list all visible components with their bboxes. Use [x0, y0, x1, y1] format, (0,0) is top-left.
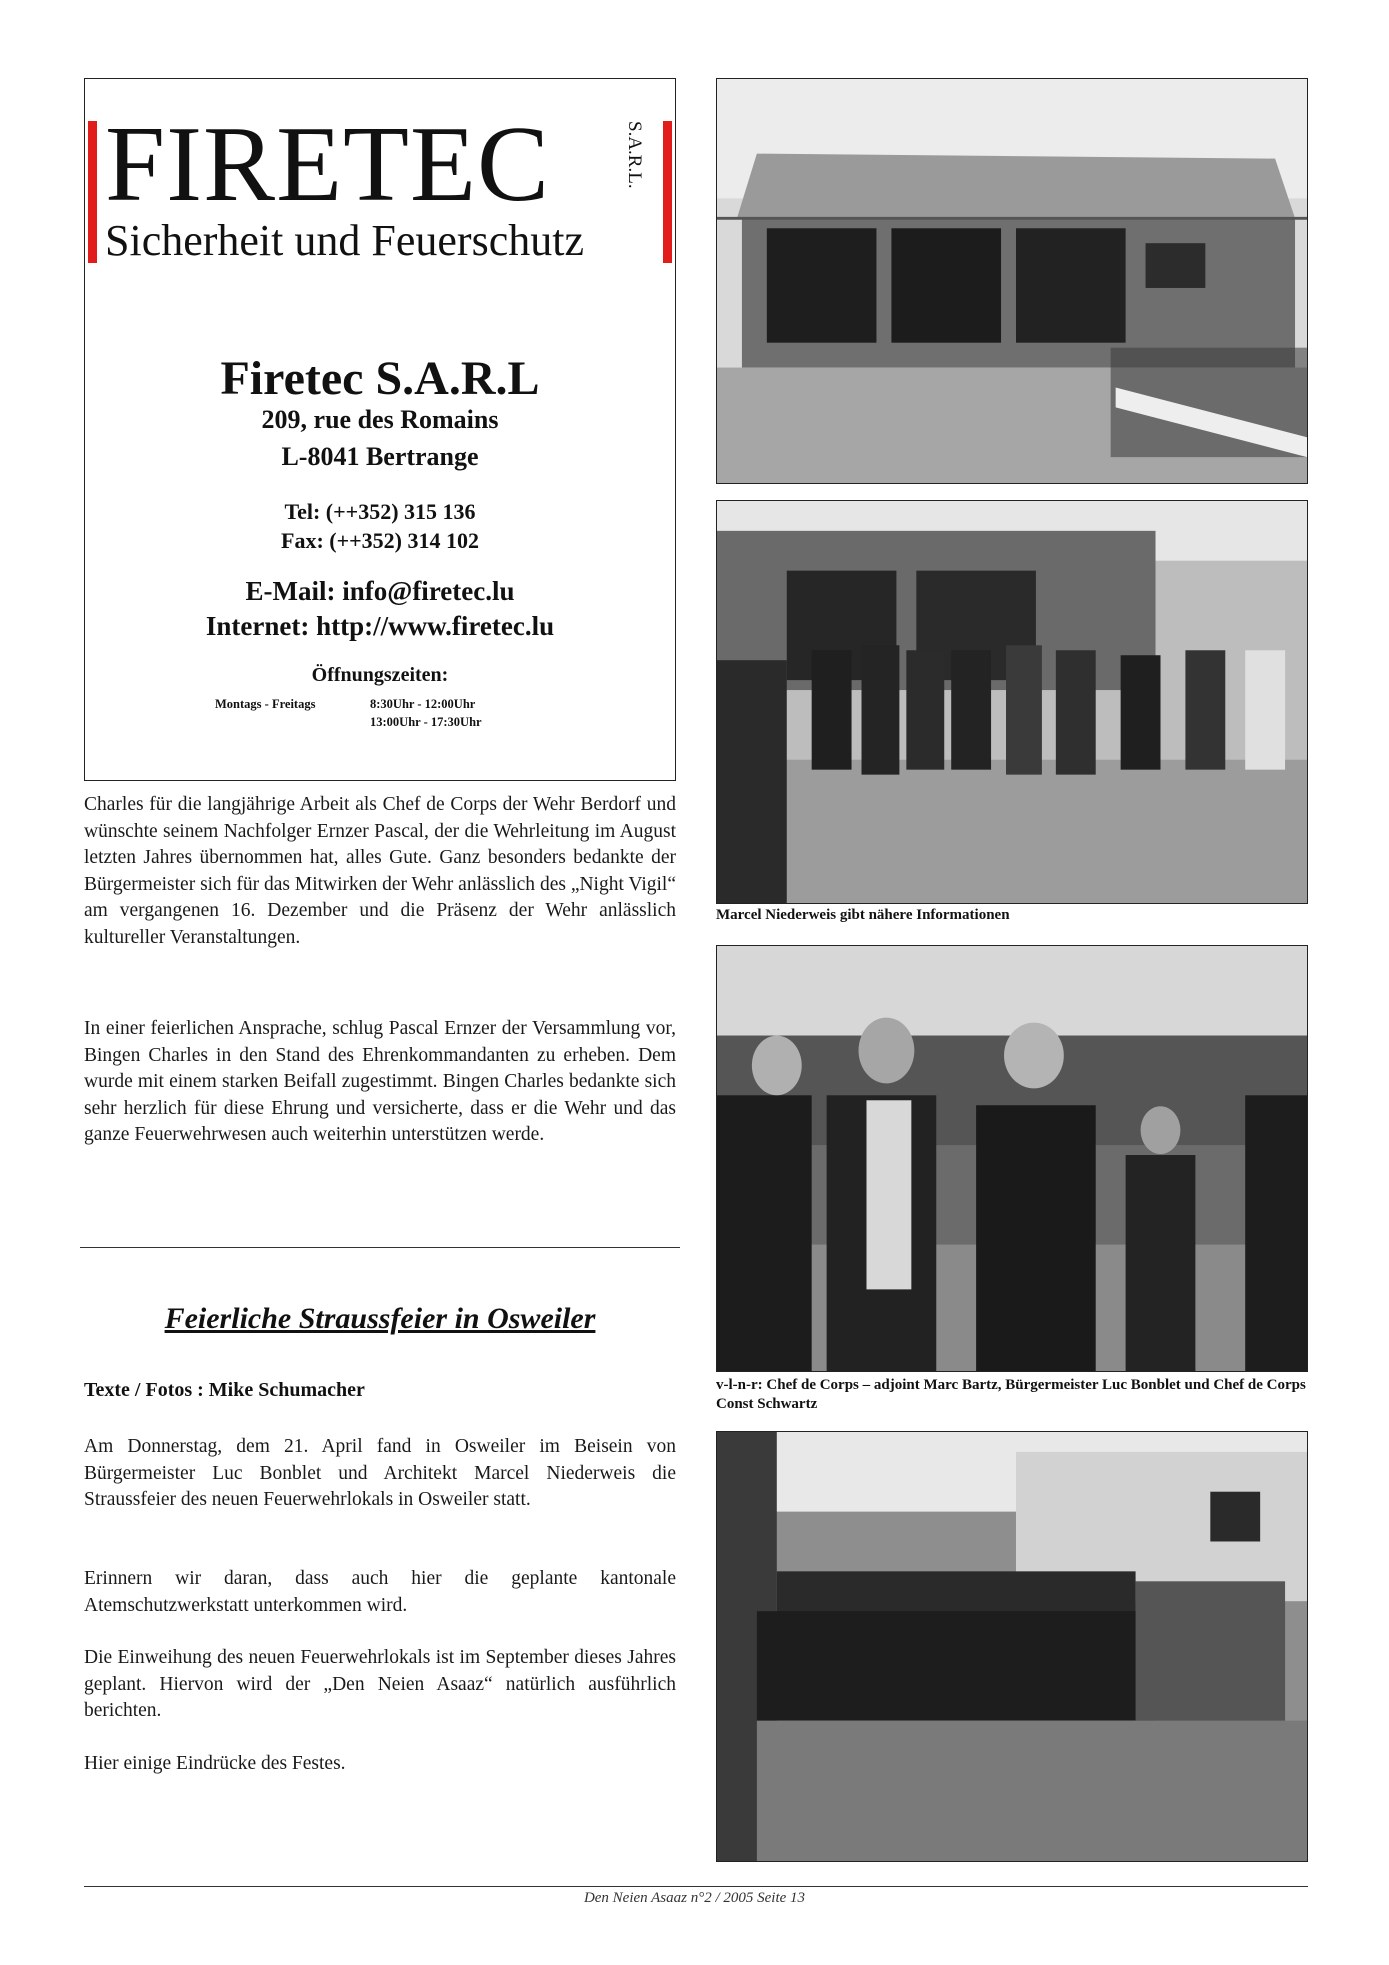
advert-tel: Tel: (++352) 315 136 — [284, 499, 476, 524]
photo-group-image — [717, 501, 1307, 903]
photo-building-under-construction — [716, 78, 1308, 484]
advert-hours-title: Öffnungszeiten: — [311, 664, 449, 686]
photo-building-image — [717, 79, 1307, 483]
advert-red-bar-left — [88, 121, 97, 263]
article2-paragraph-3: Die Einweihung des neuen Feuerwehrlokals ist im September dieses Jahres geplant. Hiervon wird der „Den Neien Asaaz“ natürlich ausführlich berichten. — [84, 1647, 676, 1721]
advert-city: L-8041 Bertrange — [281, 442, 479, 471]
article2-paragraph-4: Hier einige Eindrücke des Festes. — [84, 1753, 346, 1774]
advert-brand-logo: FIRETEC — [105, 105, 551, 224]
page-footer: Den Neien Asaaz n°2 / 2005 Seite 13 — [583, 1890, 806, 1906]
advert-email[interactable]: E-Mail: info@firetec.lu — [245, 576, 515, 606]
advert-hours — [215, 695, 482, 731]
article2-headline: Feierliche Straussfeier in Osweiler — [164, 1302, 596, 1335]
article2-paragraph-2: Erinnern wir daran, dass auch hier die geplante kantonale Atemschutzwerkstatt unterkommen wird. — [84, 1568, 676, 1616]
photo-site-visit-group — [716, 500, 1308, 904]
advert-red-bar-right — [663, 121, 672, 263]
advert-street: 209, rue des Romains — [261, 405, 499, 434]
photo-caption-site-visit: Marcel Niederweis gibt nähere Informationen — [716, 907, 1010, 923]
article2-byline: Texte / Fotos : Mike Schumacher — [84, 1379, 365, 1401]
photo-officials-portrait — [716, 945, 1308, 1372]
photo-large-group-image — [717, 1432, 1307, 1861]
article2-paragraph-1: Am Donnerstag, dem 21. April fand in Osweiler im Beisein von Bürgermeister Luc Bonblet und Architekt Marcel Niederweis die Straussfeier des neuen Feuerwehrlokals in Osweiler statt. — [84, 1436, 676, 1510]
advert-tagline: Sicherheit und Feuerschutz — [105, 216, 584, 265]
photo-caption-officials: v-l-n-r: Chef de Corps – adjoint Marc Bartz, Bürgermeister Luc Bonblet und Chef de Corps Const Schwartz — [716, 1377, 1306, 1412]
section-divider — [80, 1247, 680, 1248]
advert-hours-morning: 8:30Uhr - 12:00Uhr — [370, 697, 476, 711]
advert-brand-suffix: S.A.R.L. — [624, 121, 645, 189]
advert-fax: Fax: (++352) 314 102 — [281, 528, 479, 553]
photo-officials-image — [717, 946, 1307, 1371]
firetec-advert — [84, 78, 676, 781]
footer-divider — [84, 1886, 1308, 1887]
advert-company: Firetec S.A.R.L — [220, 352, 540, 405]
advert-hours-afternoon: 13:00Uhr - 17:30Uhr — [370, 715, 482, 729]
advert-hours-days: Montags - Freitags — [215, 697, 316, 711]
photo-group-at-building — [716, 1431, 1308, 1862]
advert-website[interactable]: Internet: http://www.firetec.lu — [205, 611, 555, 641]
article1-paragraph-2: In einer feierlichen Ansprache, schlug Pascal Ernzer der Versammlung vor, Bingen Charles in den Stand des Ehrenkommandanten zu erheben. Dem wurde mit einem starken Beifall zugestimmt. Bingen Charles bedankte sich sehr herzlich für diese Ehrung und versicherte, dass er die Wehr und das ganze Feuerwehrwesen auch weiterhin unterstützen werde. — [84, 1018, 676, 1145]
article1-paragraph-1: Charles für die langjährige Arbeit als Chef de Corps der Wehr Berdorf und wünschte seinem Nachfolger Ernzer Pascal, der die Wehrleitung im August letzten Jahres übernommen hat, alles Gute. Ganz besonders bedankte der Bürgermeister sich für das Mitwirken der Wehr anlässlich des „Night Vigil“ am vergangenen 16. Dezember und die Präsenz der Wehr anlässlich kultureller Veranstaltungen. — [84, 794, 676, 948]
